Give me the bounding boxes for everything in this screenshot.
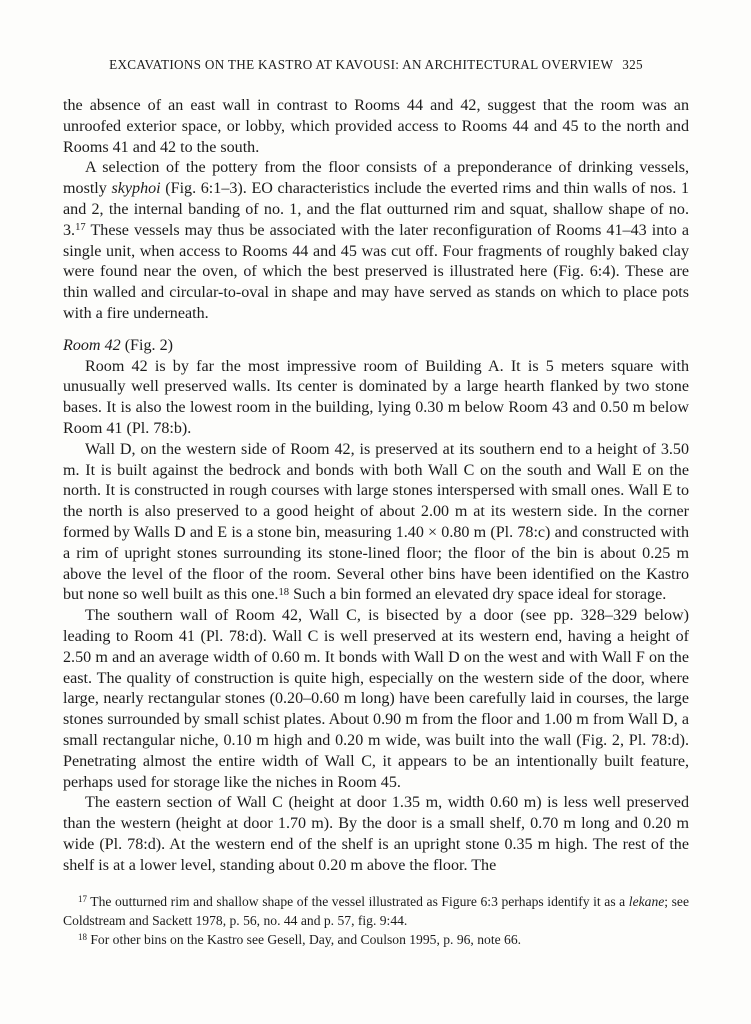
text-run: The southern wall of Room 42, Wall C, is bisected by a door (see pp. 328–329 below) leading to Room 41 (Pl. 78:d). Wall C is well preserved at its western end, having a height of 2.50 m and an average width of 0.60 m. It bonds with Wall D on the west and with Wall F on the east. The quality of construction is quite high, especially on the western side of the door, where large, nearly rectangular stones (0.20–0.60 m long) have been carefully laid in courses, the large stones surrounded by small schist plates. About 0.90 m from the floor and 1.00 m from Wall D, a small rectangular niche, 0.10 m high and 0.20 m wide, was built into the wall (Fig. 2, Pl. 78:d). Penetrating almost the entire width of Wall C, it appears to be an intentionally built feature, perhaps used for storage like the niches in Room 45. (63, 607, 689, 791)
text-run: Room 42 is by far the most impressive room of Building A. It is 5 meters square with unusually well preserved walls. Its center is dominated by a large hearth flanked by two stone bases. It is also the lowest room in the building, lying 0.30 m below Room 43 and 0.50 m below Room 41 (Pl. 78:b). (63, 357, 689, 437)
text-run: Wall D, on the western side of Room 42, is preserved at its southern end to a height of 3.50 m. It is built against the bedrock and bonds with both Wall C on the south and Wall E on the north. It is constructed in rough courses with large stones interspersed with small ones. Wall E to the north is also preserved to a good height of about 2.00 m at its western side. In the corner formed by Walls D and E is a stone bin, measuring 1.40 × 0.80 m (Pl. 78:c) and constructed with a rim of upright stones surrounding its stone-lined floor; the floor of the bin is about 0.25 m above the level of the floor of the room. Several other bins have been identified on the Kastro but none so well built as this one. (63, 440, 689, 604)
footnote-number: 17 (78, 894, 87, 905)
text-run: For other bins on the Kastro see Gesell, Day, and Coulson 1995, p. 96, note 66. (86, 931, 522, 947)
text-run: Such a bin formed an elevated dry space ideal for storage. (289, 586, 667, 604)
text-run: (Fig. 6:1–3). EO characteristics include the everted rims and thin walls of nos. 1 and 2, the internal banding of no. 1, and the flat outturned rim and squat, shallow shape of no. 3. (63, 180, 690, 239)
paragraph (63, 158, 689, 324)
running-head (63, 57, 689, 73)
page-number: 325 (622, 57, 643, 72)
article-body (63, 96, 689, 876)
section-heading (63, 336, 689, 357)
section-heading-title: Room 42 (63, 336, 121, 354)
paragraph-continuation (63, 96, 689, 158)
paragraph (63, 357, 689, 440)
text-run: ; see Coldstream and Sackett 1978, p. 56, no. 44 and p. 57, fig. 9:44. (63, 894, 689, 929)
paragraph (63, 793, 689, 876)
section-heading-figure-ref: (Fig. 2) (120, 336, 173, 354)
text-run: These vessels may thus be associated with the later reconfiguration of Rooms 41–43 into a single unit, when access to Rooms 44 and 45 was cut off. Four fragments of roughly baked clay were found near the oven, of which the best preserved is illustrated here (Fig. 6:4). These are thin walled and circular-to-oval in shape and may have served as stands on which to place pots with a fire underneath. (63, 221, 689, 322)
footnote-reference: 18 (278, 586, 290, 598)
footnote (63, 931, 689, 950)
footnote-number: 18 (78, 931, 87, 942)
text-run: A selection of the pottery from the floor consists of a preponderance of drinking vessels, mostly (63, 159, 689, 198)
paragraph (63, 440, 689, 606)
text-run: the absence of an east wall in contrast to Rooms 44 and 42, suggest that the room was an unroofed exterior space, or lobby, which provided access to Rooms 44 and 45 to the north and Rooms 41 and 42 to the south. (63, 97, 689, 156)
footnotes-section (63, 893, 689, 949)
footnote (63, 893, 689, 930)
text-run-italic: lekane (628, 894, 665, 910)
text-run: The outturned rim and shallow shape of the vessel illustrated as Figure 6:3 perhaps identify it as a (86, 894, 629, 910)
paragraph (63, 606, 689, 793)
text-run-italic: skyphoi (111, 180, 161, 198)
text-run: The eastern section of Wall C (height at door 1.35 m, width 0.60 m) is less well preserved than the western (height at door 1.70 m). By the door is a small shelf, 0.70 m long and 0.20 m wide (Pl. 78:d). At the western end of the shelf is an upright stone 0.35 m high. The rest of the shelf is at a lower level, standing about 0.20 m above the floor. The (63, 794, 689, 874)
footnote-reference: 17 (75, 222, 86, 233)
running-head-title: EXCAVATIONS ON THE KASTRO AT KAVOUSI: AN ARCHITECTURAL OVERVIEW (109, 57, 614, 72)
